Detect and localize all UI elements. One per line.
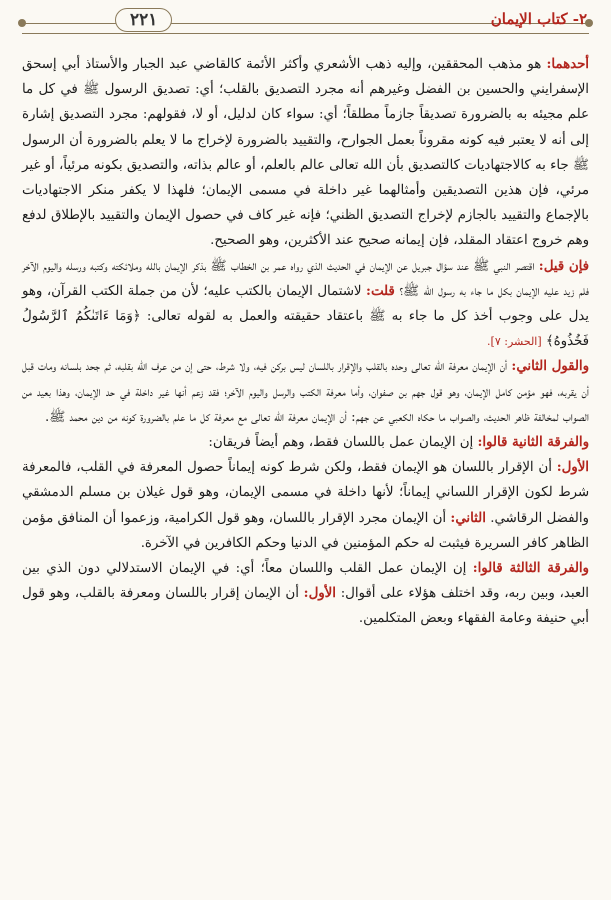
- second-view-label: الثاني:: [450, 510, 486, 526]
- first-view-label: الأول:: [303, 586, 336, 602]
- paragraph-label: فإن قيل:: [538, 258, 590, 274]
- paragraph-text: هو مذهب المحققين، وإليه ذهب الأشعري وأكثر الأئمة كالقاضي عبد الجبار والأستاذ أبي إسحق الإسفرايني والحسين بن الفضل وغيرهم أنه مجرد التصديق بالقلب؛ أي: تصديق الرسول ﷺ في كل ما علم مجيئه به بالضرورة تصديقاً جازماً مطلقاً؛ أي: سواء كان لدليل، أو لا، فقولهم: مجرد التصديق إشارة إلى أنه لا يعتبر فيه كونه مقروناً بعمل الجوارح، والتقييد بالضرورة لإخراج ما لا يعلم بالضرورة أن الرسول ﷺ جاء به كالاجتهاديات كالتصديق بأن الله تعالى عالم بالعلم، أو عالم بذاته، والتصديق بكونه مرئياً، أو غير مرئي، فإن هذين التصديقين وأمثالهما غير داخلة في مسمى الإيمان؛ فلهذا لا يكفر منكر الاجتهاديات بالإجماع والتقييد بالجازم لإخراج التصديق الظني؛ فإنه غير كاف في حصول الإيمان والتقييد بالإطلاق لدفع وهم خروج اعتقاد المقلد، فإن إيمانه صحيح عند الأكثرين، وهو الصحيح.: [22, 57, 589, 249]
- paragraph-text: أن الإقرار باللسان هو الإيمان فقط، ولكن شرط كونه إيماناً حصول المعرفة في القلب، فالمعرفة شرط لكون الإقرار اللساني إيماناً؛ لأنها داخلة في مسمى الإيمان، وهو قول غيلان بن مسلم الدمشقي والفضل الرقاشي.: [22, 460, 589, 526]
- paragraph-text: إن الإيمان عمل القلب واللسان معاً؛ أي: في الإيمان الاستدلالي دون الذي بين العبد، وبين ربه، وقد اختلف هؤلاء على أقوال:: [22, 561, 589, 602]
- second-view-text: أن الإيمان مجرد الإقرار باللسان، وهو قول الكرامية، وزعموا أن المنافق مؤمن الظاهر كافر السريرة فيثبت له حكم المؤمنين في الدنيا وحكم الكافرين في الآخرة.: [22, 510, 589, 551]
- paragraph-first-opinion: [22, 52, 589, 254]
- page-header: [22, 6, 589, 42]
- paragraph-label: والفرقة الثالثة قالوا:: [472, 561, 589, 577]
- first-view-text: أن الإيمان إقرار باللسان ومعرفة بالقلب، وهو قول أبي حنيفة وعامة الفقهاء وبعض المتكلمين.: [22, 586, 589, 627]
- paragraph-text: اقتصر النبي ﷺ عند سؤال جبريل عن الإيمان في الحديث الذي رواه عمر بن الخطاب ﷺ بذكر الإيمان بالله وملائكته وكتبه ورسله واليوم الآخر فلم زيد عليه الإيمان بكل ما جاء به رسول الله ﷺ؟: [22, 258, 589, 299]
- page-body: [22, 52, 589, 632]
- paragraph-label: أحدهما:: [546, 57, 589, 72]
- paragraph-label: والفرقة الثانية قالوا:: [477, 435, 589, 451]
- paragraph-text: إن الإيمان عمل باللسان فقط، وهم أيضاً فريقان:: [208, 435, 474, 451]
- answer-label: قلت:: [366, 283, 395, 299]
- paragraph-group-two-views: [22, 455, 589, 556]
- paragraph-third-group: [22, 556, 589, 632]
- paragraph-text: أن الإيمان معرفة الله تعالى وحده بالقلب والإقرار باللسان ليس بركن فيه، ولا شرط، حتى إن من عرف الله بقلبه، ثم جحد بلسانه ومات قبل أن يقربه، فهو مؤمن كامل الإيمان، وهو قول جهم بن صفوان، وأما معرفة الكتب والرسل واليوم الآخر؛ فقد زعم أنها غير داخلة في حد الإيمان، وهذا بعيد من الصواب لمخالفة ظاهر الحديث، والصواب ما حكاه الكعبي عن جهم: أن الإيمان معرفة الله تعالى مع معرفة كل ما علم بالضرورة كونه من دين محمد ﷺ.: [22, 359, 589, 425]
- paragraph-second-group: [22, 430, 589, 455]
- paragraph-question: [22, 254, 589, 355]
- answer-text: لاشتمال الإيمان بالكتب عليه؛ لأن من جملة الكتب القرآن، وهو يدل على وجوب أخذ كل ما جاء به ﷺ باعتقاد حقيقته والعمل به لقوله تعالى: ﴿وَمَا ءَاتَىٰكُمُ ٱلرَّسُولُ فَخُذُوهُ﴾: [22, 283, 589, 350]
- paragraph-label: الأول:: [556, 460, 589, 476]
- header-rule-bottom: [22, 33, 589, 34]
- rule-ornament-left: [18, 19, 26, 27]
- paragraph-label: والقول الثاني:: [511, 359, 589, 375]
- quran-reference: [الحشر: ٧].: [487, 335, 542, 349]
- paragraph-second-opinion: [22, 354, 589, 430]
- page-number: ٢٢١: [115, 8, 172, 32]
- chapter-title: ٢- كتاب الإيمان: [490, 10, 587, 28]
